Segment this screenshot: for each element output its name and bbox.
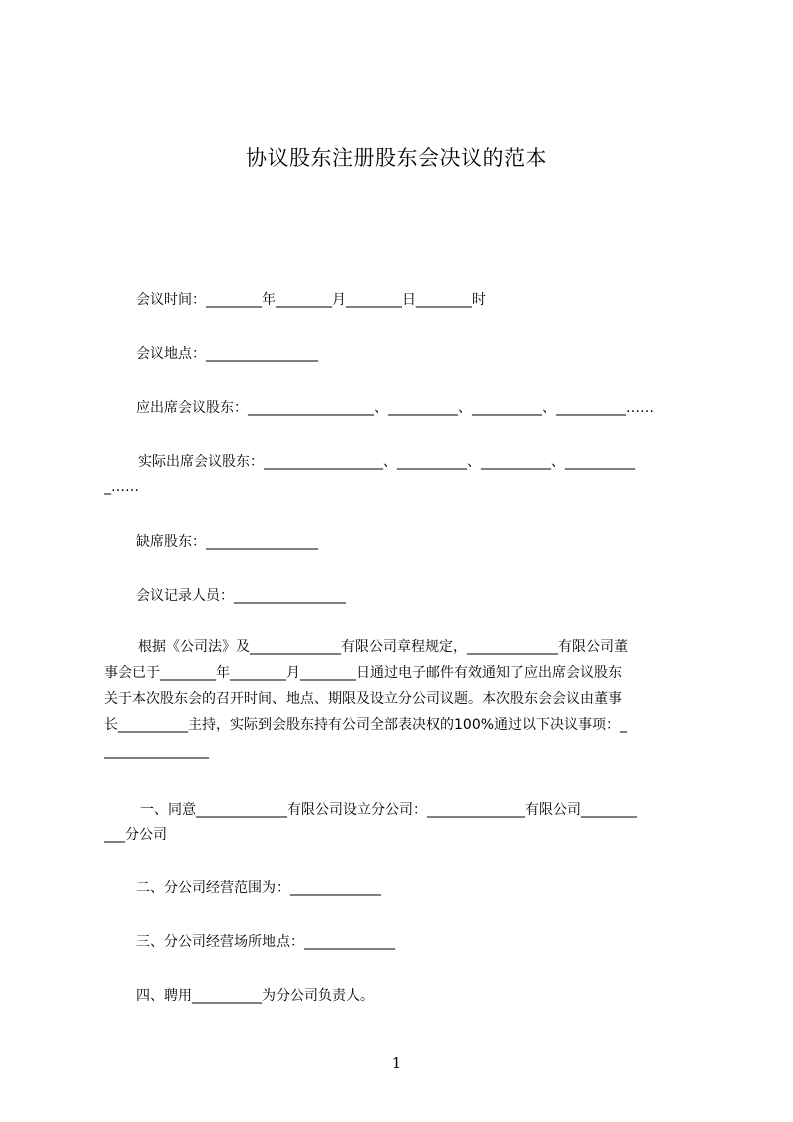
document-title: 协议股东注册股东会决议的范本: [246, 146, 547, 170]
resolution-4: 四、聘用__________为分公司负责人。: [136, 988, 374, 1004]
absent-shareholders: 缺席股东：________________: [136, 534, 318, 550]
body-paragraph: [104, 634, 702, 764]
body-line: 长__________主持，实际到会股东持有公司全部表决权的100%通过以下决议事项：_: [104, 717, 628, 733]
meeting-time: 会议时间：________年________月________日________时: [136, 292, 486, 308]
body-line: 事会已于________年________月________日通过电子邮件有效通知了应出席会议股东: [104, 665, 622, 681]
resolution-1-line2: ___分公司: [104, 827, 167, 843]
meeting-recorder: 会议记录人员：________________: [136, 588, 346, 604]
body-line: _______________: [104, 743, 209, 759]
actual-shareholders-line2: _……: [104, 479, 139, 495]
actual-shareholders-line1: 实际出席会议股东：_________________、__________、__________、__________: [138, 454, 635, 470]
expected-shareholders: 应出席会议股东：__________________、__________、__________、__________……: [136, 400, 654, 416]
body-line: 关于本次股东会的召开时间、地点、期限及设立分公司议题。本次股东会会议由董事: [104, 691, 622, 707]
resolution-3: 三、分公司经营场所地点：_____________: [136, 934, 395, 950]
meeting-location: 会议地点：________________: [136, 346, 318, 362]
page-number: 1: [391, 1054, 402, 1072]
body-line: 根据《公司法》及_____________有限公司章程规定，_____________有限公司董: [138, 639, 628, 655]
resolution-1-line1: 一、同意_____________有限公司设立分公司：______________有限公司________: [140, 802, 637, 818]
resolution-2: 二、分公司经营范围为：_____________: [136, 880, 381, 896]
